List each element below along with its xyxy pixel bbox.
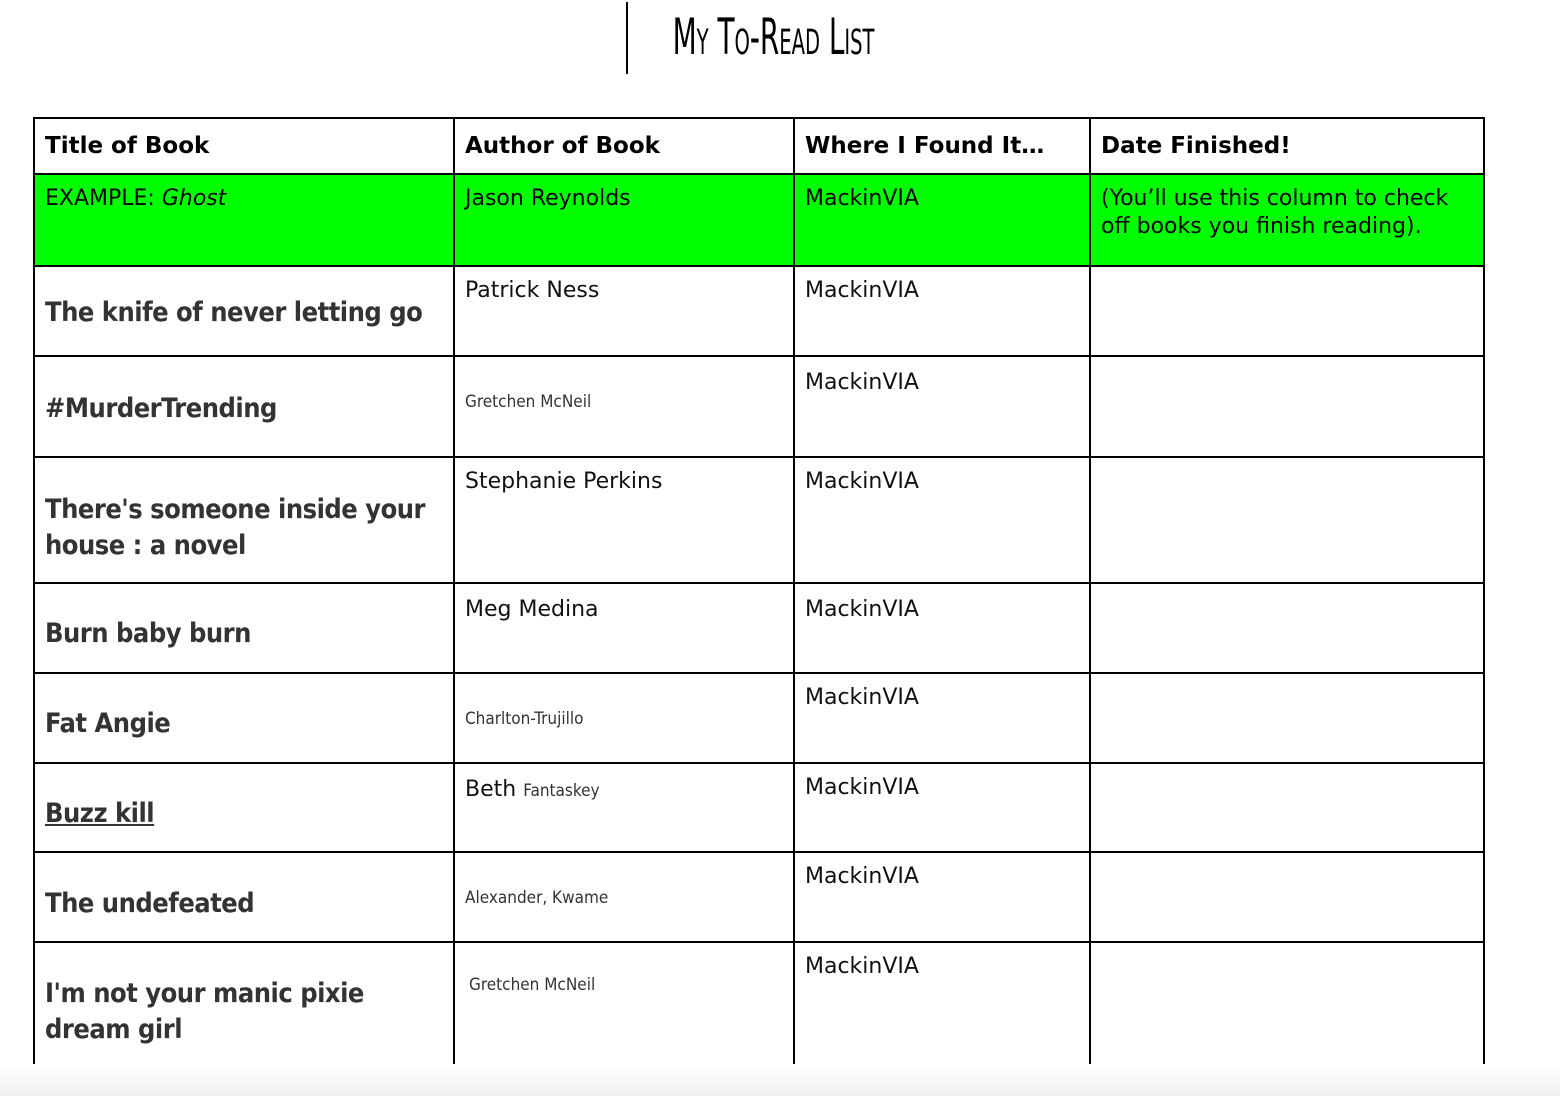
title-cell[interactable] xyxy=(34,942,454,1068)
text-cursor xyxy=(626,2,628,74)
book-source: MackinVIA xyxy=(805,864,919,889)
source-cell[interactable] xyxy=(794,673,1090,763)
book-source: MackinVIA xyxy=(805,597,919,622)
title-cell[interactable] xyxy=(34,266,454,356)
reading-list-table xyxy=(33,117,1485,1069)
book-author-extra: Fantaskey xyxy=(523,781,600,801)
title-cell[interactable] xyxy=(34,852,454,942)
date-finished-cell[interactable] xyxy=(1090,763,1484,852)
table-row xyxy=(34,763,1484,852)
book-title: Burn baby burn xyxy=(45,618,251,649)
title-cell[interactable] xyxy=(34,763,454,852)
source-cell[interactable] xyxy=(794,852,1090,942)
table-row xyxy=(34,942,1484,1068)
book-source: MackinVIA xyxy=(805,370,919,395)
book-author: Beth xyxy=(465,777,517,802)
book-title: The undefeated xyxy=(45,888,255,919)
book-author: Charlton-Trujillo xyxy=(465,709,584,729)
source-cell[interactable] xyxy=(794,583,1090,673)
header-title[interactable]: Title of Book xyxy=(34,118,454,174)
date-finished-cell[interactable] xyxy=(1090,583,1484,673)
book-title[interactable]: Buzz kill xyxy=(45,798,155,829)
table-row xyxy=(34,457,1484,583)
book-author: Gretchen McNeil xyxy=(469,975,596,995)
header-author[interactable]: Author of Book xyxy=(454,118,794,174)
example-note-cell[interactable]: (You’ll use this column to check off books you finish reading). xyxy=(1090,174,1484,266)
header-source[interactable]: Where I Found It… xyxy=(794,118,1090,174)
table-row xyxy=(34,266,1484,356)
example-title: Ghost xyxy=(161,186,227,211)
book-source: MackinVIA xyxy=(805,685,919,710)
header-date-finished[interactable]: Date Finished! xyxy=(1090,118,1484,174)
author-cell[interactable] xyxy=(454,763,794,852)
book-source: MackinVIA xyxy=(805,469,919,494)
date-finished-cell[interactable] xyxy=(1090,673,1484,763)
book-title: I'm not your manic pixie dream girl xyxy=(45,978,364,1045)
document-title: My To-Read List xyxy=(672,8,875,66)
author-cell[interactable] xyxy=(454,583,794,673)
author-cell[interactable] xyxy=(454,266,794,356)
book-author: Patrick Ness xyxy=(465,278,600,303)
page-bottom-edge xyxy=(0,1064,1560,1096)
book-author: Gretchen McNeil xyxy=(465,392,592,412)
table-row xyxy=(34,356,1484,457)
source-cell[interactable] xyxy=(794,942,1090,1068)
date-finished-cell[interactable] xyxy=(1090,852,1484,942)
book-title: There's someone inside your house : a novel xyxy=(45,494,426,561)
source-cell[interactable] xyxy=(794,266,1090,356)
source-cell[interactable] xyxy=(794,356,1090,457)
date-finished-cell[interactable] xyxy=(1090,942,1484,1068)
author-cell[interactable] xyxy=(454,942,794,1068)
author-cell[interactable] xyxy=(454,457,794,583)
author-cell[interactable] xyxy=(454,852,794,942)
date-finished-cell[interactable] xyxy=(1090,266,1484,356)
book-source: MackinVIA xyxy=(805,954,919,979)
title-cell[interactable] xyxy=(34,673,454,763)
example-title-cell[interactable] xyxy=(34,174,454,266)
book-title: #MurderTrending xyxy=(45,393,277,424)
book-source: MackinVIA xyxy=(805,775,919,800)
author-cell[interactable] xyxy=(454,356,794,457)
date-finished-cell[interactable] xyxy=(1090,356,1484,457)
table-row xyxy=(34,583,1484,673)
table-row xyxy=(34,673,1484,763)
book-author: Stephanie Perkins xyxy=(465,469,663,494)
date-finished-cell[interactable] xyxy=(1090,457,1484,583)
book-source: MackinVIA xyxy=(805,278,919,303)
header-row xyxy=(34,118,1484,174)
title-cell[interactable] xyxy=(34,457,454,583)
author-cell[interactable] xyxy=(454,673,794,763)
example-row xyxy=(34,174,1484,266)
source-cell[interactable] xyxy=(794,457,1090,583)
book-author: Meg Medina xyxy=(465,597,599,622)
title-cell[interactable] xyxy=(34,356,454,457)
book-title: Fat Angie xyxy=(45,708,171,739)
source-cell[interactable] xyxy=(794,763,1090,852)
table-row xyxy=(34,852,1484,942)
example-author-cell[interactable]: Jason Reynolds xyxy=(454,174,794,266)
book-author: Alexander, Kwame xyxy=(465,888,609,908)
book-title: The knife of never letting go xyxy=(45,297,423,328)
title-cell[interactable] xyxy=(34,583,454,673)
example-source-cell[interactable]: MackinVIA xyxy=(794,174,1090,266)
example-prefix: EXAMPLE: xyxy=(45,186,162,211)
